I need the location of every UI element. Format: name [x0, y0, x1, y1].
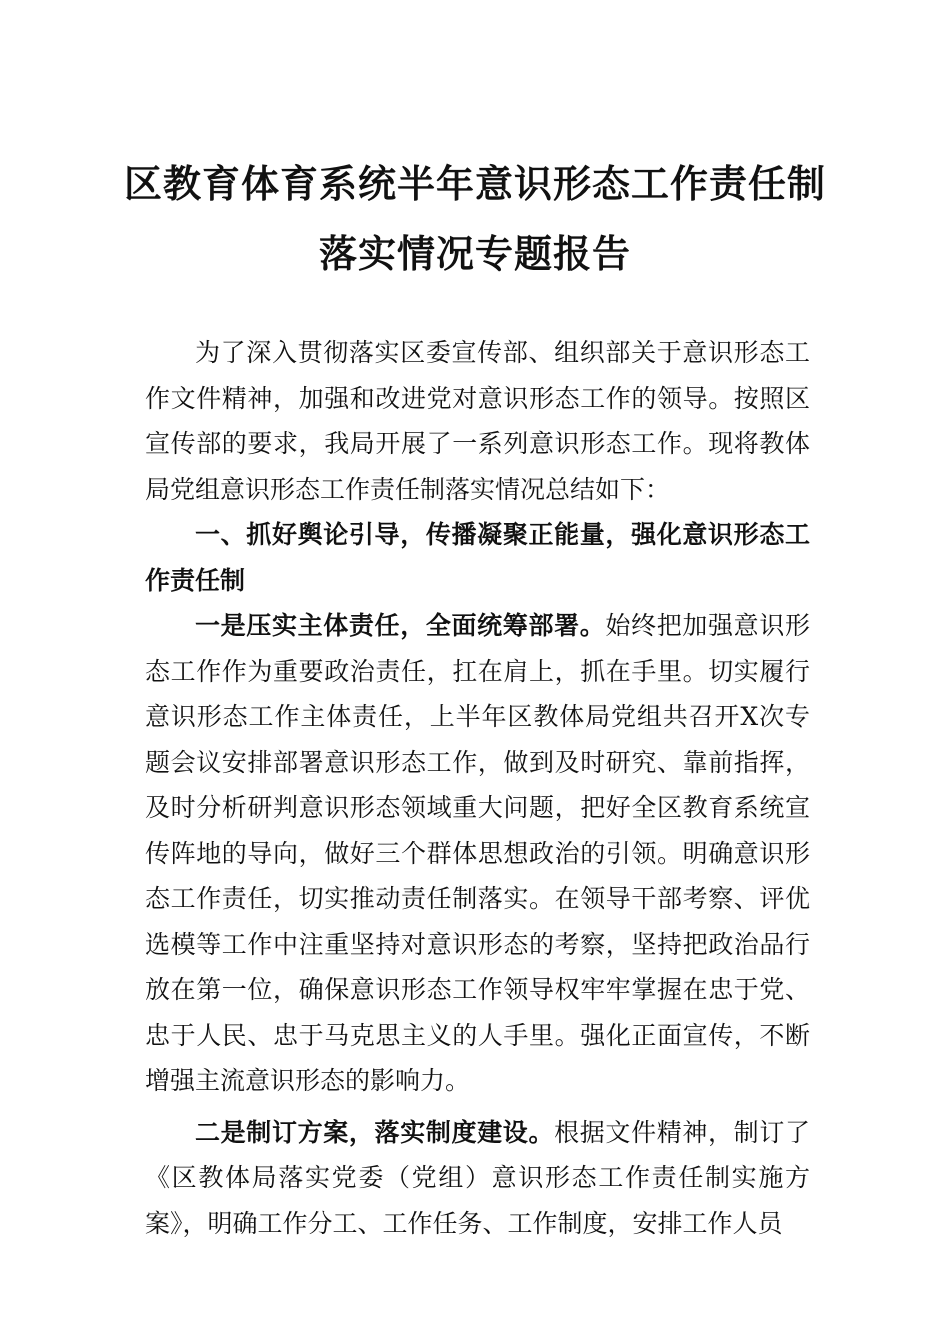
- document-title-line-1: 区教育体育系统半年意识形态工作责任制: [123, 161, 826, 206]
- paragraph-second-point: [145, 1110, 810, 1247]
- paragraph-first-point-lead: 一是压实主体责任，全面统筹部署。: [195, 611, 606, 640]
- document-body: [145, 330, 810, 1246]
- section-heading-1: [145, 512, 810, 603]
- intro-paragraph: [145, 330, 810, 512]
- document-title-line-2: 落实情况专题报告: [318, 231, 631, 276]
- paragraph-first-point: [145, 603, 810, 1104]
- paragraph-second-point-text: 根据文件精神，制订了《区教体局落实党委（党组）意识形态工作责任制实施方案》，明确工作分工、工作任务、工作制度，安排工作人员: [145, 1117, 810, 1238]
- intro-paragraph-text: 为了深入贯彻落实区委宣传部、组织部关于意识形态工作文件精神，加强和改进党对意识形态工作的领导。按照区宣传部的要求，我局开展了一系列意识形态工作。现将教体局党组意识形态工作责任制落实情况总结如下：: [145, 338, 810, 504]
- paragraph-second-point-lead: 二是制订方案，落实制度建设。: [195, 1117, 555, 1147]
- section-heading-1-text: 一、抓好舆论引导，传播凝聚正能量，强化意识形态工作责任制: [145, 520, 810, 595]
- paragraph-first-point-text: 始终把加强意识形态工作作为重要政治责任，扛在肩上，抓在手里。切实履行意识形态工作主体责任，上半年区教体局党组共召开X次专题会议安排部署意识形态工作，做到及时研究、靠前指挥，及时分析研判意识形态领域重大问题，把好全区教育系统宣传阵地的导向，做好三个群体思想政治的引领。明确意识形态工作责任，切实推动责任制落实。在领导干部考察、评优选模等工作中注重坚持对意识形态的考察，坚持把政治品行放在第一位，确保意识形态工作领导权牢牢掌握在忠于党、忠于人民、忠于马克思主义的人手里。强化正面宣传，不断增强主流意识形态的影响力。: [145, 611, 810, 1095]
